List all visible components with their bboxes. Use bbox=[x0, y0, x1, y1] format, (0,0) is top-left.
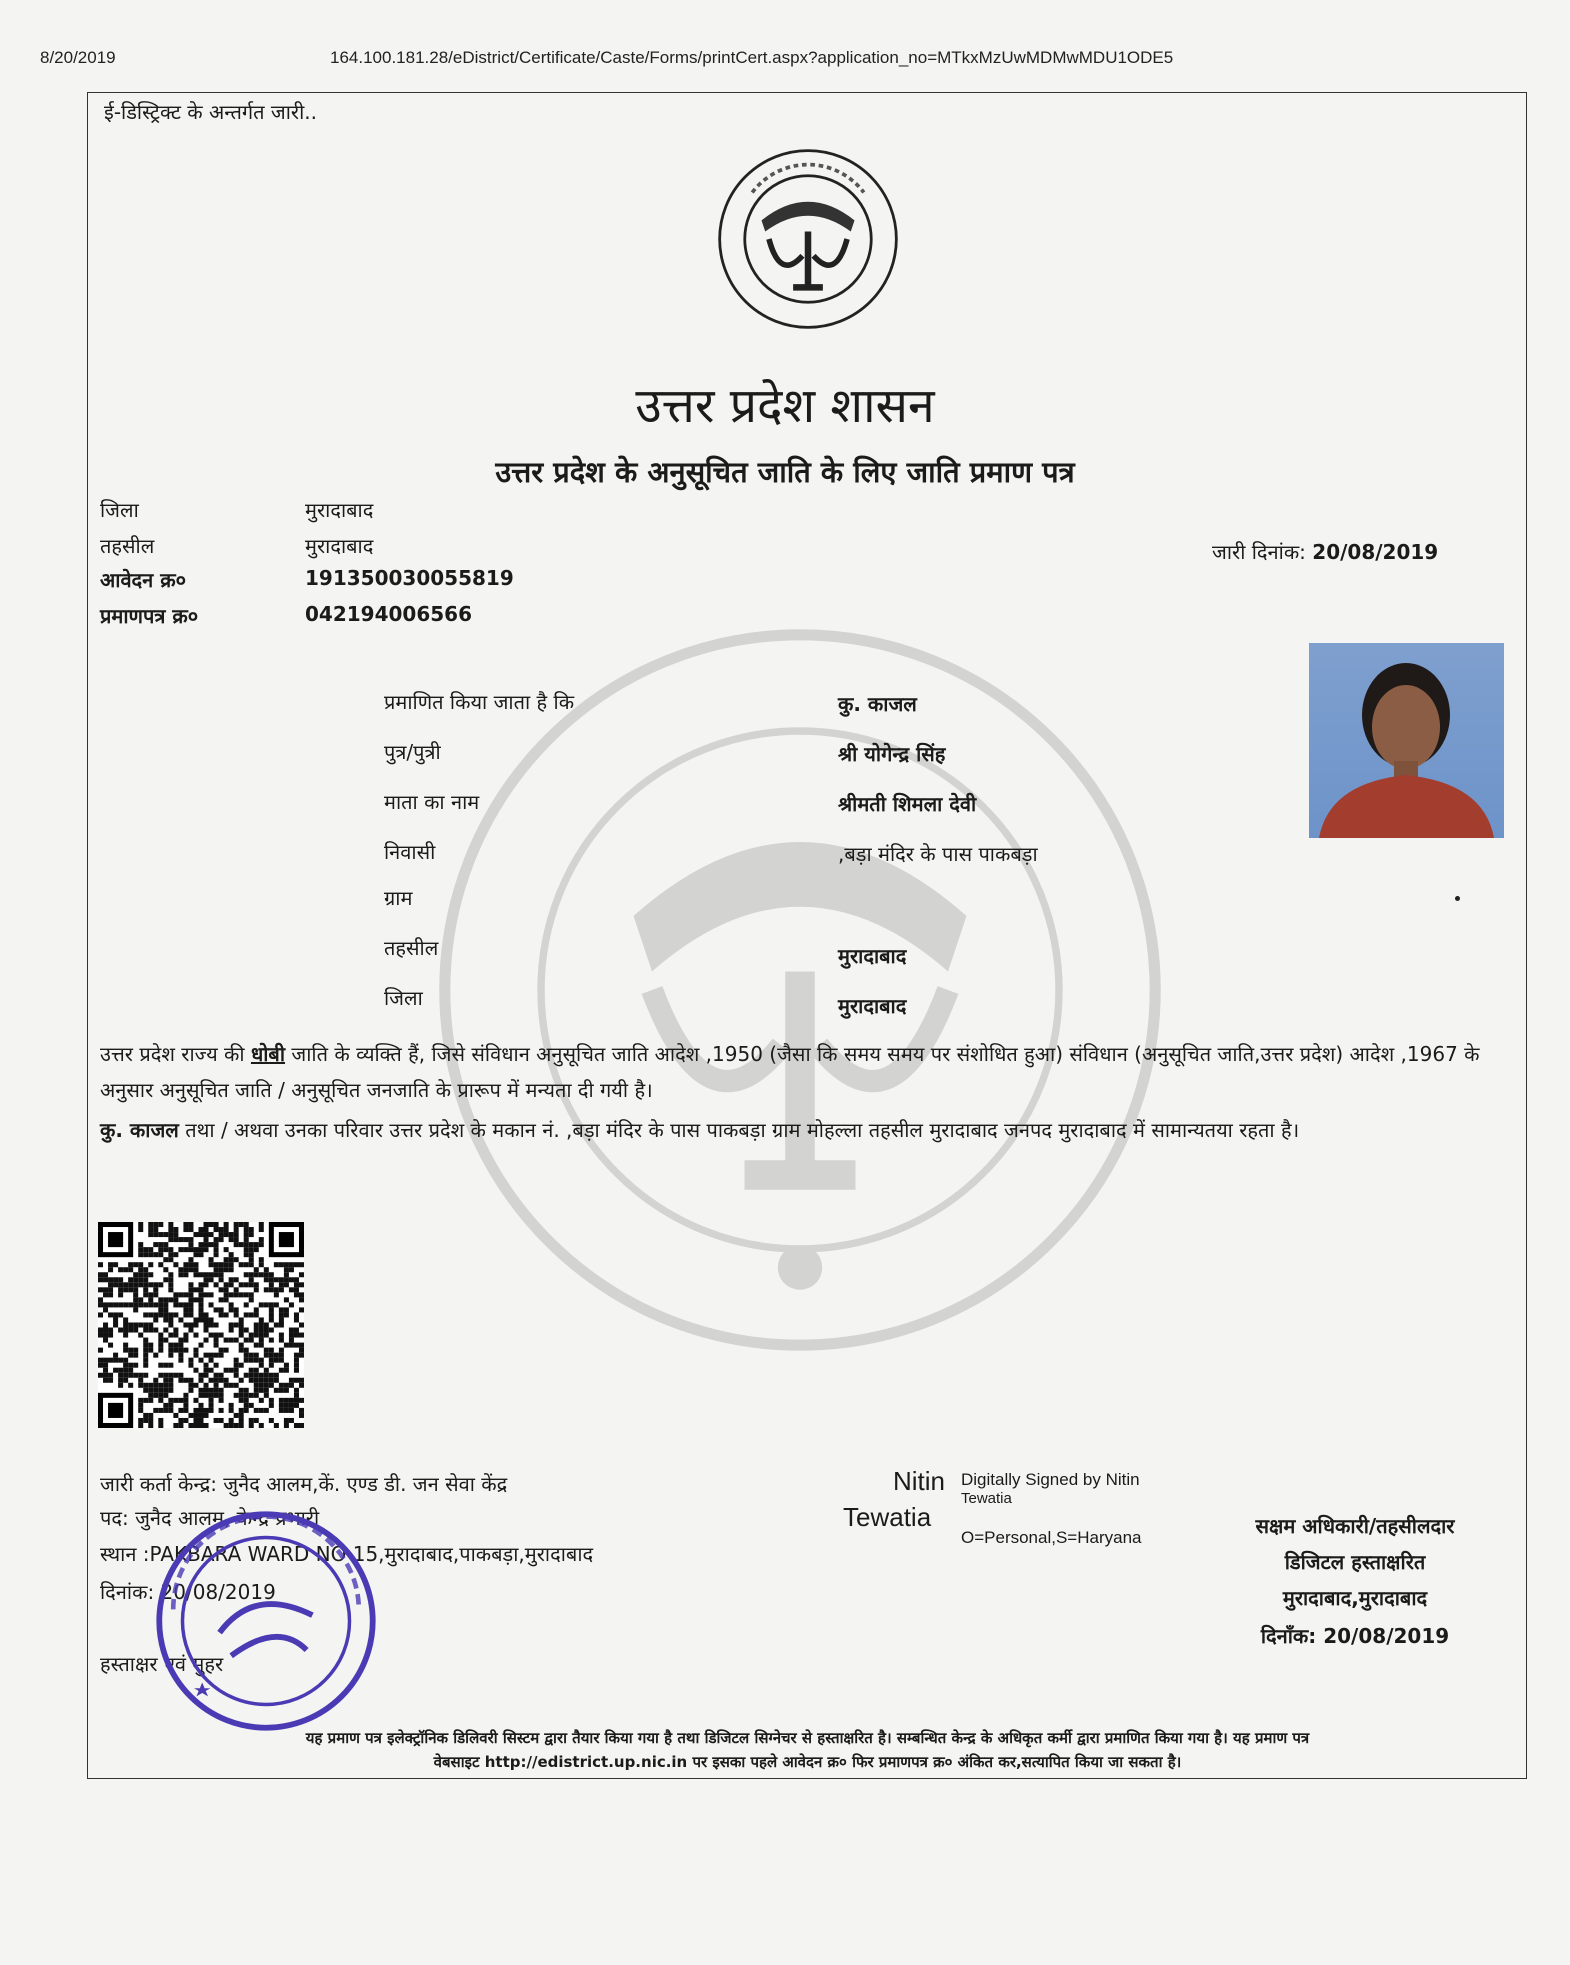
detail-label-0: प्रमाणित किया जाता है कि bbox=[384, 690, 575, 714]
certificate-number-value: 042194006566 bbox=[305, 602, 472, 626]
detail-label-1: पुत्र/पुत्री bbox=[384, 740, 441, 764]
footer-note-line1: यह प्रमाण पत्र इलेक्ट्रॉनिक डिलिवरी सिस्टम द्वारा तैयार किया गया है तथा डिजिटल सिग्नेचर से हस्ताक्षरित है। सम्बन्धित केन्द्र के अधिकृत कर्मी द्वारा प्रमाणित किया गया है। यह प्रमाण पत्र bbox=[305, 1729, 1310, 1747]
issue-date bbox=[1212, 538, 1438, 565]
district-label: जिला bbox=[100, 498, 139, 522]
issued-under-text: ई-डिस्ट्रिक्ट के अन्तर्गत जारी.. bbox=[104, 100, 317, 124]
caste-name: धोबी bbox=[250, 1042, 286, 1066]
signature-line1: Digitally Signed by Nitin bbox=[961, 1470, 1140, 1489]
detail-value-5: मुरादाबाद bbox=[838, 944, 907, 968]
signer-name-line1: Nitin bbox=[893, 1466, 946, 1496]
qr-code-icon[interactable] bbox=[98, 1222, 304, 1428]
residence-paragraph bbox=[100, 1112, 1520, 1148]
signature-line3: O=Personal,S=Haryana bbox=[961, 1528, 1142, 1547]
detail-value-2: श्रीमती शिमला देवी bbox=[838, 792, 977, 816]
tehsil-label: तहसील bbox=[100, 534, 155, 558]
dot-mark bbox=[1455, 896, 1460, 901]
residence-paragraph-post: तथा / अथवा उनका परिवार उत्तर प्रदेश के मकान नं. ,बड़ा मंदिर के पास पाकबड़ा ग्राम मोहल्ला तहसील मुरादाबाद जनपद मुरादाबाद में सामान्यतया रहता है। bbox=[178, 1118, 1300, 1142]
issue-date-value: 20/08/2019 bbox=[1312, 540, 1439, 564]
print-date: 8/20/2019 bbox=[40, 48, 116, 67]
footer-note-line2: वेबसाइट http://edistrict.up.nic.in पर इसका पहले आवेदन क्र० फिर प्रमाणपत्र क्र० अंकित कर,सत्यापित किया जा सकता है। bbox=[433, 1753, 1182, 1771]
detail-label-6: जिला bbox=[384, 986, 423, 1010]
district-value: मुरादाबाद bbox=[305, 498, 374, 522]
watermark-emblem-icon bbox=[430, 620, 1170, 1360]
authority-digital-signed: डिजिटल हस्ताक्षरित bbox=[1284, 1550, 1426, 1574]
detail-value-6: मुरादाबाद bbox=[838, 994, 907, 1018]
issuer-sign-label: हस्ताक्षर एवं मुहर bbox=[100, 1652, 224, 1676]
signer-name-line2: Tewatia bbox=[843, 1502, 932, 1532]
signature-line2: Tewatia bbox=[961, 1490, 1012, 1507]
certificate-subtitle: उत्तर प्रदेश के अनुसूचित जाति के लिए जाति प्रमाण पत्र bbox=[495, 455, 1075, 489]
caste-paragraph bbox=[100, 1036, 1520, 1108]
tehsil-value: मुरादाबाद bbox=[305, 534, 374, 558]
authority-location: मुरादाबाद,मुरादाबाद bbox=[1282, 1586, 1428, 1610]
caste-paragraph-post: जाति के व्यक्ति हैं, जिसे संविधान अनुसूचित जाति आदेश ,1950 (जैसा कि समय समय पर संशोधित हुआ) संविधान (अनुसूचित जाति,उत्तर प्रदेश) आदेश ,1967 के अनुसार अनुसूचित जाति / अनुसूचित जनजाति के प्रारूप में मन्यता दी गयी है। bbox=[100, 1042, 1480, 1102]
issuer-centre: जारी कर्ता केन्द्र: जुनैद आलम,कें. एण्ड डी. जन सेवा केंद्र bbox=[100, 1472, 508, 1496]
issuer-post: पद: जुनैद आलम, केन्द्र प्रभारी bbox=[100, 1506, 320, 1530]
detail-label-5: तहसील bbox=[384, 936, 439, 960]
issue-date-label: जारी दिनांक: bbox=[1212, 540, 1306, 564]
detail-label-2: माता का नाम bbox=[384, 790, 480, 814]
person-photo-icon bbox=[1309, 643, 1504, 838]
round-seal-stamp-icon bbox=[150, 1505, 382, 1737]
up-government-emblem-icon bbox=[715, 146, 901, 332]
detail-label-3: निवासी bbox=[384, 840, 436, 864]
detail-value-3: ,बड़ा मंदिर के पास पाकबड़ा bbox=[838, 842, 1038, 866]
detail-label-4: ग्राम bbox=[384, 886, 413, 910]
issuer-date: दिनांक: 20/08/2019 bbox=[100, 1580, 276, 1604]
authority-designation: सक्षम अधिकारी/तहसीलदार bbox=[1255, 1514, 1455, 1538]
detail-value-0: कु. काजल bbox=[838, 692, 917, 716]
caste-paragraph-pre: उत्तर प्रदेश राज्य की bbox=[100, 1042, 251, 1066]
detail-value-1: श्री योगेन्द्र सिंह bbox=[838, 742, 946, 766]
residence-name: कु. काजल bbox=[100, 1118, 179, 1142]
application-number-value: 191350030055819 bbox=[305, 566, 514, 590]
applicant-photo bbox=[1309, 643, 1504, 838]
application-number-label: आवेदन क्र० bbox=[100, 568, 187, 592]
authority-date: दिनाँक: 20/08/2019 bbox=[1260, 1624, 1450, 1648]
issuer-place: स्थान :PAKBARA WARD NO 15,मुरादाबाद,पाकबड़ा,मुरादाबाद bbox=[100, 1542, 594, 1566]
page-title: उत्तर प्रदेश शासन bbox=[635, 378, 935, 434]
print-url: 164.100.181.28/eDistrict/Certificate/Caste/Forms/printCert.aspx?application_no=MTkxMzUwMDMwMDU1ODE5 bbox=[330, 48, 1174, 67]
certificate-number-label: प्रमाणपत्र क्र० bbox=[100, 604, 199, 628]
